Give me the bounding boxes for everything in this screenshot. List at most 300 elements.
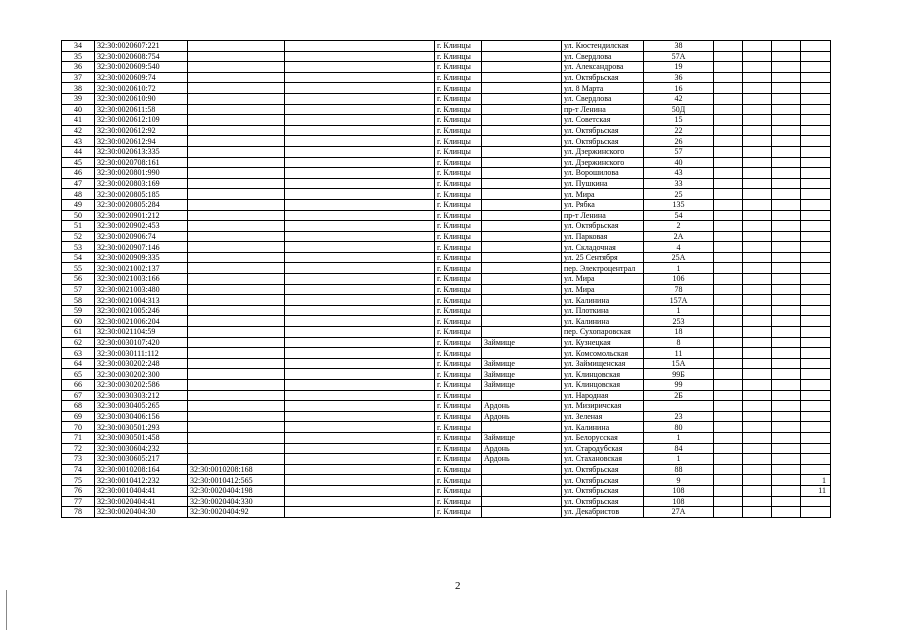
cell-related-cadastral-number bbox=[188, 221, 285, 232]
cell-extra-column-b bbox=[743, 62, 772, 73]
cell-blank-column bbox=[285, 146, 435, 157]
cell-settlement bbox=[482, 496, 562, 507]
cell-cadastral-number: 32:30:0020906:74 bbox=[95, 231, 188, 242]
cell-related-cadastral-number: 32:30:0020404:92 bbox=[188, 507, 285, 518]
cell-extra-column-c bbox=[772, 136, 801, 147]
cell-house-number: 11 bbox=[644, 348, 714, 359]
cell-extra-column-b bbox=[743, 401, 772, 412]
cell-extra-column-a bbox=[714, 210, 743, 221]
cell-extra-column-a bbox=[714, 41, 743, 52]
cell-extra-column-b bbox=[743, 83, 772, 94]
property-register-table bbox=[61, 40, 831, 518]
cell-extra-column-a bbox=[714, 157, 743, 168]
cell-cadastral-number: 32:30:0020609:74 bbox=[95, 72, 188, 83]
cell-extra-column-c bbox=[772, 221, 801, 232]
cell-house-number: 38 bbox=[644, 41, 714, 52]
table-row bbox=[62, 369, 831, 380]
cell-blank-column bbox=[285, 432, 435, 443]
table-row bbox=[62, 274, 831, 285]
cell-related-cadastral-number bbox=[188, 337, 285, 348]
cell-blank-column bbox=[285, 136, 435, 147]
cell-row-number: 70 bbox=[62, 422, 95, 433]
cell-blank-column bbox=[285, 93, 435, 104]
cell-extra-column-c bbox=[772, 358, 801, 369]
cell-house-number: 1 bbox=[644, 432, 714, 443]
cell-count-column: 11 bbox=[801, 485, 831, 496]
cell-cadastral-number: 32:30:0030202:586 bbox=[95, 380, 188, 391]
cell-cadastral-number: 32:30:0030107:420 bbox=[95, 337, 188, 348]
cell-extra-column-c bbox=[772, 115, 801, 126]
cell-cadastral-number: 32:30:0020612:109 bbox=[95, 115, 188, 126]
cell-row-number: 73 bbox=[62, 454, 95, 465]
table-row bbox=[62, 305, 831, 316]
cell-city: г. Клинцы bbox=[435, 62, 482, 73]
cell-city: г. Клинцы bbox=[435, 72, 482, 83]
cell-related-cadastral-number bbox=[188, 263, 285, 274]
cell-house-number: 2А bbox=[644, 231, 714, 242]
cell-city: г. Клинцы bbox=[435, 115, 482, 126]
cell-related-cadastral-number bbox=[188, 168, 285, 179]
cell-related-cadastral-number bbox=[188, 252, 285, 263]
cell-extra-column-c bbox=[772, 93, 801, 104]
cell-count-column bbox=[801, 93, 831, 104]
cell-house-number: 50Д bbox=[644, 104, 714, 115]
cell-house-number: 15 bbox=[644, 115, 714, 126]
cell-settlement bbox=[482, 104, 562, 115]
cell-house-number: 4 bbox=[644, 242, 714, 253]
page-number: 2 bbox=[455, 580, 461, 592]
cell-row-number: 59 bbox=[62, 305, 95, 316]
cell-street: ул. Займищенская bbox=[562, 358, 644, 369]
cell-row-number: 51 bbox=[62, 221, 95, 232]
cell-related-cadastral-number bbox=[188, 358, 285, 369]
cell-extra-column-c bbox=[772, 157, 801, 168]
cell-blank-column bbox=[285, 51, 435, 62]
cell-count-column bbox=[801, 136, 831, 147]
cell-city: г. Клинцы bbox=[435, 157, 482, 168]
cell-extra-column-a bbox=[714, 295, 743, 306]
cell-city: г. Клинцы bbox=[435, 221, 482, 232]
table-row bbox=[62, 199, 831, 210]
cell-related-cadastral-number bbox=[188, 369, 285, 380]
cell-count-column bbox=[801, 369, 831, 380]
cell-settlement bbox=[482, 305, 562, 316]
cell-street: ул. Мира bbox=[562, 284, 644, 295]
cell-extra-column-b bbox=[743, 199, 772, 210]
cell-cadastral-number: 32:30:0020909:335 bbox=[95, 252, 188, 263]
cell-row-number: 41 bbox=[62, 115, 95, 126]
cell-blank-column bbox=[285, 231, 435, 242]
cell-extra-column-a bbox=[714, 263, 743, 274]
cell-extra-column-c bbox=[772, 62, 801, 73]
cell-street: ул. Октябрьская bbox=[562, 125, 644, 136]
cell-row-number: 66 bbox=[62, 380, 95, 391]
cell-city: г. Клинцы bbox=[435, 411, 482, 422]
cell-count-column bbox=[801, 242, 831, 253]
cell-related-cadastral-number bbox=[188, 136, 285, 147]
table-row bbox=[62, 72, 831, 83]
cell-extra-column-c bbox=[772, 316, 801, 327]
cell-count-column bbox=[801, 199, 831, 210]
cell-house-number: 135 bbox=[644, 199, 714, 210]
cell-extra-column-c bbox=[772, 51, 801, 62]
cell-extra-column-b bbox=[743, 411, 772, 422]
cell-extra-column-a bbox=[714, 242, 743, 253]
cell-blank-column bbox=[285, 210, 435, 221]
cell-count-column bbox=[801, 274, 831, 285]
cell-city: г. Клинцы bbox=[435, 390, 482, 401]
cell-city: г. Клинцы bbox=[435, 252, 482, 263]
cell-blank-column bbox=[285, 72, 435, 83]
cell-extra-column-b bbox=[743, 221, 772, 232]
cell-blank-column bbox=[285, 284, 435, 295]
cell-settlement bbox=[482, 316, 562, 327]
cell-related-cadastral-number bbox=[188, 274, 285, 285]
cell-street: ул. Кузнецкая bbox=[562, 337, 644, 348]
cell-row-number: 43 bbox=[62, 136, 95, 147]
cell-extra-column-c bbox=[772, 422, 801, 433]
cell-street: ул. Кюстендилская bbox=[562, 41, 644, 52]
cell-row-number: 69 bbox=[62, 411, 95, 422]
table-row bbox=[62, 295, 831, 306]
cell-street: ул. Народная bbox=[562, 390, 644, 401]
cell-row-number: 78 bbox=[62, 507, 95, 518]
cell-related-cadastral-number bbox=[188, 443, 285, 454]
table-row bbox=[62, 464, 831, 475]
cell-cadastral-number: 32:30:0020610:90 bbox=[95, 93, 188, 104]
cell-blank-column bbox=[285, 380, 435, 391]
cell-street: ул. Калинина bbox=[562, 422, 644, 433]
table-row bbox=[62, 136, 831, 147]
cell-count-column bbox=[801, 432, 831, 443]
cell-street: ул. Мизиричская bbox=[562, 401, 644, 412]
cell-settlement bbox=[482, 125, 562, 136]
cell-count-column bbox=[801, 337, 831, 348]
cell-extra-column-c bbox=[772, 72, 801, 83]
cell-city: г. Клинцы bbox=[435, 443, 482, 454]
cell-settlement: Ардонь bbox=[482, 443, 562, 454]
cell-extra-column-b bbox=[743, 157, 772, 168]
cell-blank-column bbox=[285, 401, 435, 412]
table-row bbox=[62, 496, 831, 507]
cell-row-number: 50 bbox=[62, 210, 95, 221]
cell-street: ул. Октябрьская bbox=[562, 72, 644, 83]
cell-city: г. Клинцы bbox=[435, 242, 482, 253]
cell-extra-column-a bbox=[714, 189, 743, 200]
cell-extra-column-a bbox=[714, 390, 743, 401]
table-row bbox=[62, 432, 831, 443]
cell-blank-column bbox=[285, 252, 435, 263]
cell-related-cadastral-number bbox=[188, 284, 285, 295]
cell-extra-column-b bbox=[743, 72, 772, 83]
cell-blank-column bbox=[285, 242, 435, 253]
cell-cadastral-number: 32:30:0020907:146 bbox=[95, 242, 188, 253]
cell-city: г. Клинцы bbox=[435, 507, 482, 518]
cell-house-number: 43 bbox=[644, 168, 714, 179]
cell-street: ул. Октябрьская bbox=[562, 464, 644, 475]
cell-settlement: Займище bbox=[482, 337, 562, 348]
cell-row-number: 71 bbox=[62, 432, 95, 443]
cell-house-number: 25 bbox=[644, 189, 714, 200]
cell-house-number: 108 bbox=[644, 496, 714, 507]
cell-settlement: Ардонь bbox=[482, 454, 562, 465]
cell-settlement bbox=[482, 231, 562, 242]
table-row bbox=[62, 284, 831, 295]
cell-extra-column-c bbox=[772, 284, 801, 295]
table-row bbox=[62, 263, 831, 274]
table-row bbox=[62, 93, 831, 104]
cell-cadastral-number: 32:30:0020613:335 bbox=[95, 146, 188, 157]
cell-count-column bbox=[801, 464, 831, 475]
cell-city: г. Клинцы bbox=[435, 358, 482, 369]
cell-related-cadastral-number: 32:30:0010208:168 bbox=[188, 464, 285, 475]
cell-related-cadastral-number bbox=[188, 210, 285, 221]
cell-house-number: 54 bbox=[644, 210, 714, 221]
table-row bbox=[62, 348, 831, 359]
cell-extra-column-a bbox=[714, 485, 743, 496]
cell-extra-column-a bbox=[714, 422, 743, 433]
cell-house-number: 36 bbox=[644, 72, 714, 83]
cell-count-column bbox=[801, 295, 831, 306]
cell-extra-column-b bbox=[743, 475, 772, 486]
cell-street: ул. Советская bbox=[562, 115, 644, 126]
cell-extra-column-b bbox=[743, 305, 772, 316]
cell-city: г. Клинцы bbox=[435, 41, 482, 52]
cell-blank-column bbox=[285, 41, 435, 52]
cell-cadastral-number: 32:30:0020404:41 bbox=[95, 496, 188, 507]
cell-city: г. Клинцы bbox=[435, 93, 482, 104]
cell-cadastral-number: 32:30:0030501:458 bbox=[95, 432, 188, 443]
cell-extra-column-b bbox=[743, 252, 772, 263]
cell-cadastral-number: 32:30:0021104:59 bbox=[95, 327, 188, 338]
cell-street: ул. Белорусская bbox=[562, 432, 644, 443]
table-row bbox=[62, 475, 831, 486]
cell-extra-column-c bbox=[772, 210, 801, 221]
cell-city: г. Клинцы bbox=[435, 401, 482, 412]
cell-street: ул. Клинцовская bbox=[562, 380, 644, 391]
cell-extra-column-b bbox=[743, 337, 772, 348]
cell-row-number: 75 bbox=[62, 475, 95, 486]
table-row bbox=[62, 231, 831, 242]
cell-street: ул. Октябрьская bbox=[562, 221, 644, 232]
cell-extra-column-b bbox=[743, 93, 772, 104]
cell-extra-column-c bbox=[772, 178, 801, 189]
cell-settlement bbox=[482, 51, 562, 62]
cell-related-cadastral-number bbox=[188, 305, 285, 316]
cell-blank-column bbox=[285, 348, 435, 359]
cell-cadastral-number: 32:30:0020901:212 bbox=[95, 210, 188, 221]
cell-count-column bbox=[801, 316, 831, 327]
cell-city: г. Клинцы bbox=[435, 432, 482, 443]
cell-extra-column-b bbox=[743, 380, 772, 391]
cell-street: ул. Калинина bbox=[562, 316, 644, 327]
cell-extra-column-a bbox=[714, 221, 743, 232]
cell-settlement bbox=[482, 83, 562, 94]
cell-city: г. Клинцы bbox=[435, 369, 482, 380]
table-body bbox=[62, 41, 831, 518]
cell-extra-column-c bbox=[772, 305, 801, 316]
table-row bbox=[62, 252, 831, 263]
cell-blank-column bbox=[285, 390, 435, 401]
cell-extra-column-a bbox=[714, 496, 743, 507]
cell-house-number: 108 bbox=[644, 485, 714, 496]
cell-street: ул. Александрова bbox=[562, 62, 644, 73]
cell-street: ул. Дзержинского bbox=[562, 146, 644, 157]
cell-count-column bbox=[801, 252, 831, 263]
cell-extra-column-c bbox=[772, 41, 801, 52]
cell-blank-column bbox=[285, 337, 435, 348]
cell-count-column bbox=[801, 178, 831, 189]
cell-cadastral-number: 32:30:0030605:217 bbox=[95, 454, 188, 465]
cell-settlement bbox=[482, 210, 562, 221]
cell-row-number: 38 bbox=[62, 83, 95, 94]
cell-blank-column bbox=[285, 358, 435, 369]
cell-row-number: 61 bbox=[62, 327, 95, 338]
cell-settlement: Займище bbox=[482, 432, 562, 443]
table-row bbox=[62, 380, 831, 391]
cell-street: ул. Дзержинского bbox=[562, 157, 644, 168]
cell-city: г. Клинцы bbox=[435, 136, 482, 147]
table-row bbox=[62, 104, 831, 115]
cell-street: пр-т Ленина bbox=[562, 210, 644, 221]
cell-count-column bbox=[801, 284, 831, 295]
cell-street: ул. Рябка bbox=[562, 199, 644, 210]
cell-related-cadastral-number bbox=[188, 401, 285, 412]
cell-extra-column-b bbox=[743, 295, 772, 306]
cell-extra-column-a bbox=[714, 125, 743, 136]
cell-related-cadastral-number bbox=[188, 454, 285, 465]
cell-count-column: 1 bbox=[801, 475, 831, 486]
cell-extra-column-c bbox=[772, 401, 801, 412]
cell-cadastral-number: 32:30:0020902:453 bbox=[95, 221, 188, 232]
cell-extra-column-b bbox=[743, 348, 772, 359]
cell-extra-column-c bbox=[772, 507, 801, 518]
cell-house-number bbox=[644, 401, 714, 412]
cell-house-number: 25А bbox=[644, 252, 714, 263]
table-row bbox=[62, 125, 831, 136]
cell-row-number: 64 bbox=[62, 358, 95, 369]
cell-extra-column-b bbox=[743, 168, 772, 179]
cell-extra-column-a bbox=[714, 507, 743, 518]
cell-cadastral-number: 32:30:0021006:204 bbox=[95, 316, 188, 327]
cell-count-column bbox=[801, 358, 831, 369]
cell-count-column bbox=[801, 115, 831, 126]
cell-house-number: 16 bbox=[644, 83, 714, 94]
cell-settlement bbox=[482, 146, 562, 157]
cell-extra-column-c bbox=[772, 104, 801, 115]
table-row bbox=[62, 316, 831, 327]
cell-related-cadastral-number bbox=[188, 316, 285, 327]
cell-street: ул. Свердлова bbox=[562, 93, 644, 104]
cell-settlement bbox=[482, 485, 562, 496]
cell-settlement: Займище bbox=[482, 358, 562, 369]
cell-extra-column-b bbox=[743, 464, 772, 475]
cell-city: г. Клинцы bbox=[435, 475, 482, 486]
table-row bbox=[62, 115, 831, 126]
cell-extra-column-b bbox=[743, 51, 772, 62]
cell-extra-column-a bbox=[714, 93, 743, 104]
table-row bbox=[62, 168, 831, 179]
cell-house-number: 40 bbox=[644, 157, 714, 168]
cell-settlement bbox=[482, 263, 562, 274]
margin-line bbox=[6, 590, 7, 630]
cell-extra-column-b bbox=[743, 231, 772, 242]
cell-count-column bbox=[801, 327, 831, 338]
cell-extra-column-c bbox=[772, 83, 801, 94]
cell-house-number: 88 bbox=[644, 464, 714, 475]
cell-extra-column-a bbox=[714, 231, 743, 242]
cell-cadastral-number: 32:30:0020404:30 bbox=[95, 507, 188, 518]
cell-settlement bbox=[482, 327, 562, 338]
table-row bbox=[62, 178, 831, 189]
cell-blank-column bbox=[285, 199, 435, 210]
cell-count-column bbox=[801, 189, 831, 200]
cell-house-number: 26 bbox=[644, 136, 714, 147]
cell-street: ул. Пушкина bbox=[562, 178, 644, 189]
table-row bbox=[62, 411, 831, 422]
cell-count-column bbox=[801, 380, 831, 391]
cell-related-cadastral-number bbox=[188, 327, 285, 338]
cell-settlement bbox=[482, 93, 562, 104]
cell-count-column bbox=[801, 411, 831, 422]
cell-blank-column bbox=[285, 496, 435, 507]
cell-settlement bbox=[482, 295, 562, 306]
cell-city: г. Клинцы bbox=[435, 422, 482, 433]
cell-settlement bbox=[482, 189, 562, 200]
table-row bbox=[62, 157, 831, 168]
cell-blank-column bbox=[285, 411, 435, 422]
cell-blank-column bbox=[285, 104, 435, 115]
cell-related-cadastral-number bbox=[188, 231, 285, 242]
cell-extra-column-c bbox=[772, 263, 801, 274]
cell-blank-column bbox=[285, 168, 435, 179]
cell-extra-column-a bbox=[714, 348, 743, 359]
cell-street: ул. 8 Марта bbox=[562, 83, 644, 94]
cell-row-number: 45 bbox=[62, 157, 95, 168]
cell-street: ул. Плоткина bbox=[562, 305, 644, 316]
table-row bbox=[62, 401, 831, 412]
cell-count-column bbox=[801, 146, 831, 157]
cell-count-column bbox=[801, 210, 831, 221]
cell-extra-column-a bbox=[714, 115, 743, 126]
cell-extra-column-c bbox=[772, 432, 801, 443]
cell-blank-column bbox=[285, 83, 435, 94]
cell-street: ул. Декабристов bbox=[562, 507, 644, 518]
cell-extra-column-a bbox=[714, 284, 743, 295]
cell-related-cadastral-number bbox=[188, 146, 285, 157]
cell-related-cadastral-number bbox=[188, 348, 285, 359]
cell-count-column bbox=[801, 72, 831, 83]
table-row bbox=[62, 485, 831, 496]
cell-row-number: 77 bbox=[62, 496, 95, 507]
table-row bbox=[62, 83, 831, 94]
cell-settlement bbox=[482, 178, 562, 189]
cell-extra-column-a bbox=[714, 51, 743, 62]
cell-city: г. Клинцы bbox=[435, 168, 482, 179]
cell-cadastral-number: 32:30:0020609:540 bbox=[95, 62, 188, 73]
cell-city: г. Клинцы bbox=[435, 104, 482, 115]
cell-extra-column-b bbox=[743, 242, 772, 253]
cell-related-cadastral-number: 32:30:0020404:198 bbox=[188, 485, 285, 496]
cell-row-number: 54 bbox=[62, 252, 95, 263]
cell-street: ул. Клинцовская bbox=[562, 369, 644, 380]
cell-row-number: 76 bbox=[62, 485, 95, 496]
cell-extra-column-a bbox=[714, 464, 743, 475]
cell-extra-column-a bbox=[714, 401, 743, 412]
cell-row-number: 35 bbox=[62, 51, 95, 62]
cell-city: г. Клинцы bbox=[435, 464, 482, 475]
cell-extra-column-c bbox=[772, 411, 801, 422]
